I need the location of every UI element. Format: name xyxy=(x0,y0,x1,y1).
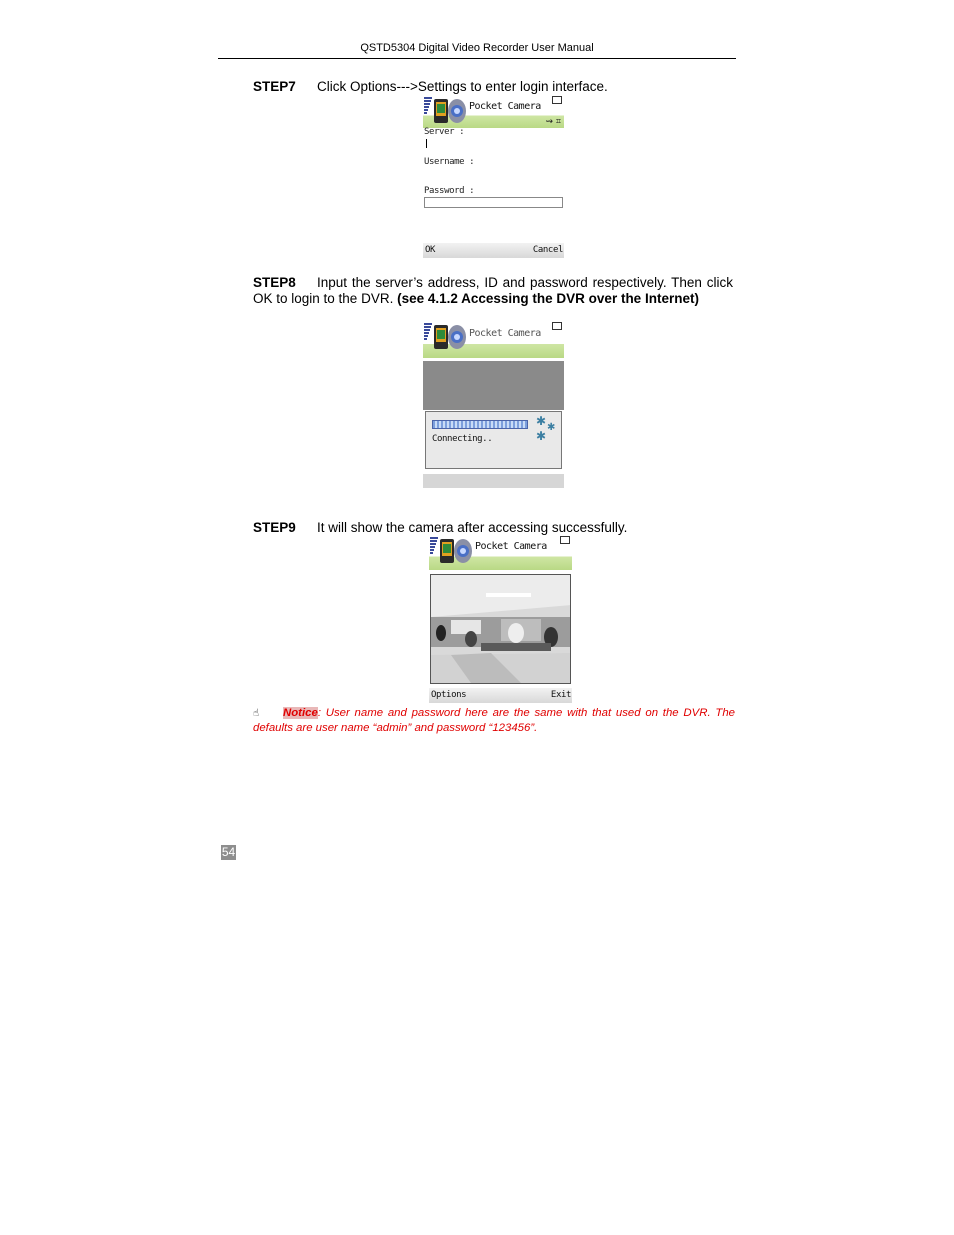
app-title: Pocket Camera xyxy=(475,541,547,552)
step8-text: Input the server’s address, ID and password respectively. Then click OK to login to the DVR. xyxy=(253,275,733,306)
app-title: Pocket Camera xyxy=(469,328,541,339)
step7-label: STEP7 xyxy=(253,79,296,94)
softkey-bar xyxy=(429,688,572,703)
connecting-dialog xyxy=(425,411,562,469)
password-field[interactable] xyxy=(424,197,563,208)
pocket-camera-app-icon xyxy=(433,322,467,352)
softkey-bar xyxy=(423,474,564,488)
document-header: QSTD5304 Digital Video Recorder User Manual xyxy=(360,42,594,54)
pointing-hand-icon: ☝ xyxy=(253,708,260,719)
envelope-icon xyxy=(560,536,570,544)
cancel-softkey[interactable]: Cancel xyxy=(532,245,563,255)
camera-video-feed xyxy=(430,574,571,684)
titlebar xyxy=(423,321,564,358)
step7-paragraph xyxy=(253,79,733,95)
server-input-cursor[interactable] xyxy=(426,139,427,148)
step8-label: STEP8 xyxy=(253,275,296,290)
signal-icon xyxy=(424,323,433,347)
notice-label: Notice xyxy=(283,707,318,719)
connecting-status: Connecting.. xyxy=(432,434,493,444)
signal-icon xyxy=(424,97,433,121)
app-title: Pocket Camera xyxy=(469,101,541,112)
step8-paragraph xyxy=(253,275,733,307)
exit-softkey[interactable]: Exit xyxy=(550,690,571,700)
camera-screen xyxy=(429,535,572,703)
step9-text: It will show the camera after accessing successfully. xyxy=(317,520,628,535)
pocket-camera-app-icon xyxy=(433,96,467,126)
options-softkey[interactable]: Options xyxy=(431,690,467,700)
input-mode-icon: ⇝ ⌗ xyxy=(545,117,561,127)
username-label: Username : xyxy=(424,157,475,167)
login-screen xyxy=(423,95,564,258)
titlebar xyxy=(423,95,564,128)
softkey-bar xyxy=(423,243,564,258)
notice-text: : User name and password here are the same with that used on the DVR. The defaults are user name “admin” and password “123456”. xyxy=(253,707,735,734)
header-rule xyxy=(218,58,736,59)
pocket-camera-app-icon xyxy=(439,536,473,566)
signal-icon xyxy=(430,537,439,561)
ok-softkey[interactable]: OK xyxy=(425,245,436,255)
gear-icon: ✱ xyxy=(547,422,556,433)
password-label: Password : xyxy=(424,186,475,196)
step8-reference: (see 4.1.2 Accessing the DVR over the Internet) xyxy=(397,291,699,306)
envelope-icon xyxy=(552,322,562,330)
page-number: 54 xyxy=(221,845,236,859)
titlebar xyxy=(429,535,572,570)
envelope-icon xyxy=(552,96,562,104)
office-scene-image xyxy=(431,575,571,683)
progress-bar xyxy=(432,420,528,429)
step9-paragraph xyxy=(253,520,733,536)
connecting-screen xyxy=(423,321,564,488)
server-label: Server : xyxy=(424,127,465,137)
gear-icon: ✱ xyxy=(536,429,547,443)
gray-background xyxy=(423,361,564,410)
step7-text: Click Options--->Settings to enter login interface. xyxy=(317,79,608,94)
gear-icon: ✱ xyxy=(536,414,547,428)
step9-label: STEP9 xyxy=(253,520,296,535)
notice-paragraph xyxy=(253,706,735,735)
